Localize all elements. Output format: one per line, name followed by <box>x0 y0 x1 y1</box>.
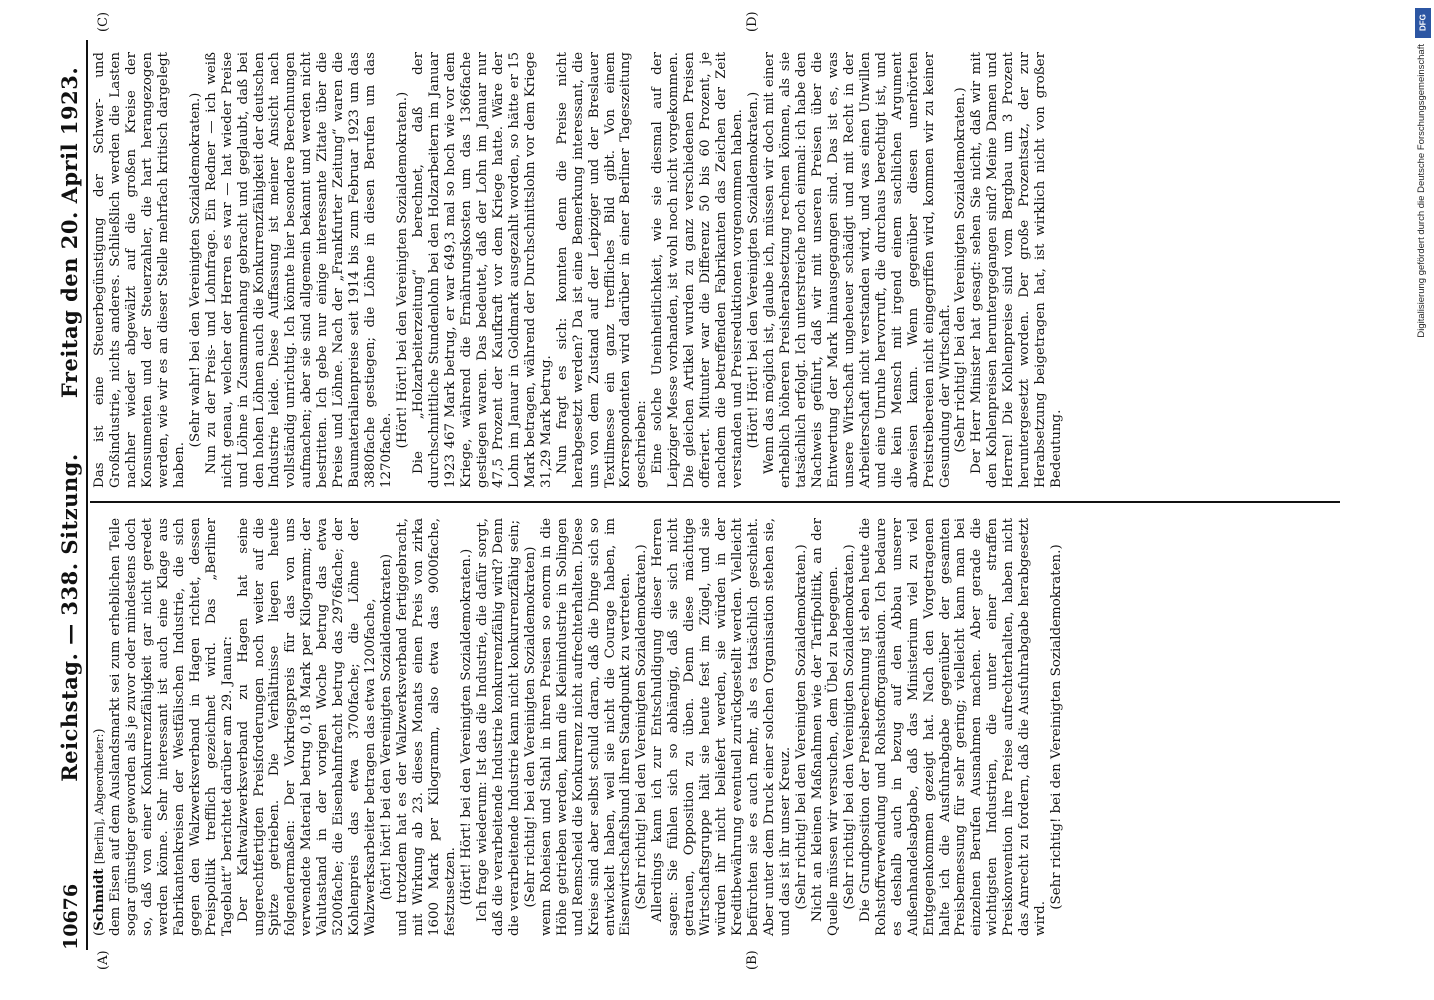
header-rule <box>86 40 88 950</box>
paragraph: Nun zu der Preis- und Lohnfrage. Ein Redner — ich weiß nicht genau, welcher der Herren es war — hat wieder Preise und Löhne in Zusammenhang gebracht und geglaubt, daß bei den hohen Löhnen auch die Konkurrenzfähigkeit der deutschen Industrie leide. Diese Auffassung ist meiner Ansicht nach vollständig unrichtig. Ich könnte hier besondere Berechnungen aufmachen; aber sie sind allgemein bekannt und werden nicht bestritten. Ich gebe nur einige interessante Zitate über die Preise und Löhne. Nach der „Frankfurter Zeitung“ waren die Baumaterialienpreise seit 1914 bis zum Februar 1923 um das 3880fache gestiegen; die Löhne in diesen Berufen um das 1270fache. <box>203 52 395 488</box>
margin-mark-a: (A) <box>96 950 111 970</box>
paragraph: wenn Roheisen und Stahl in ihren Preisen so enorm in die Höhe getrieben werden, kann die Kleinindustrie in Solingen und Remscheid die Konkurrenz nicht aufrechterhalten. Diese Kreise sind aber selbst schuld daran, daß die Dinge sich so entwickelt haben, weil sie nicht die Courage haben, im Eisenwirtschaftsbund ihren Standpunkt zu vertreten. <box>538 518 634 936</box>
interjection: (Hört! Hört! bei den Vereinigten Sozialdemokraten.) <box>458 548 474 906</box>
session-title: Reichstag. — 338. Sitzung. <box>57 453 82 782</box>
paragraph: Ich frage wiederum: Ist das die Industrie, die dafür sorgt, daß die verarbeitende Industrie konkurrenzfähig wird? Denn die verarbeitende Industrie kann nicht konkurrenzfähig sein; <box>474 518 522 936</box>
interjection: (Hört! Hört! bei den Vereinigten Sozialdemokraten.) <box>395 91 411 449</box>
quote-paragraph: Der Kaltwalzwerksverband zu Hagen hat seine ungerechtfertigten Preisforderungen noch weiter auf die Spitze getrieben. Die Verhältnisse liegen heute folgendermaßen: Der Vorkriegspreis für das von uns verwendete Material betrug 0,18 Mark per Kilogramm; der Valutastand in der vorigen Woche betrug das etwa 5200fache; die Eisenbahnfracht betrug das 2976fache; der Kohlenpreis das etwa 3700fache; die Löhne der Walzwerksarbeiter betragen das etwa 1200fache, <box>235 518 379 936</box>
paragraph: Das ist eine Steuerbegünstigung der Schwer- und Großindustrie, nichts anderes. Schließlich werden die Lasten nachher wieder abgewälzt auf die großen Kreise der Konsumenten und der Steuerzahler, die hart herangezogen werden, wie wir es an dieser Stelle mehrfach kritisch dargelegt haben. <box>92 52 187 488</box>
speaker-line: (Schmidt [Berlin], Abgeordneter:) <box>91 728 107 936</box>
interjection: (Sehr richtig! bei den Vereinigten Sozialdemokraten.) <box>1049 544 1065 910</box>
interjection: (Sehr richtig! bei den Vereinigten Sozialdemokraten.) <box>953 87 969 453</box>
page-header <box>36 40 82 950</box>
interjection: (Sehr richtig! bei den Vereinigten Sozialdemokraten.) <box>634 544 650 910</box>
digitization-sidebar <box>1412 0 1434 1000</box>
dfg-logo-icon: DFG <box>1415 8 1431 38</box>
paragraph: Nun fragt es sich: konnten denn die Preise nicht herabgesetzt werden? Da ist eine Bemerkung interessant, die uns von dem Zustand auf der Leipziger und der Breslauer Textilmesse ein ganz treffliches Bild gibt. Von einem Korrespondenten wird darüber in einer Berliner Tageszeitung geschrieben: <box>554 52 650 488</box>
quote-paragraph: und trotzdem hat es der Walzwerksverband fertiggebracht, mit Wirkung ab 23. dieses Monats einen Preis von zirka 1600 Mark per Kilogramm, also etwa das 9000fache, festzusetzen. <box>395 518 458 936</box>
paragraph: Der Herr Minister hat gesagt: sehen Sie nicht, daß wir mit den Kohlenpreisen heruntergegangen sind? Meine Damen und Herren! Die Kohlenpreise sind vom Bergbau um 3 Prozent heruntergesetzt worden. Der große Prozentsatz, der zur Herabsetzung beigetragen hat, ist wirklich nicht von großer Bedeutung. <box>969 52 1065 488</box>
interjection: (Sehr richtig! bei den Vereinigten Sozialdemokraten) <box>522 546 538 908</box>
interjection: (hört! hört! bei den Vereinigten Sozialdemokraten) <box>379 553 395 901</box>
paragraph: Die „Holzarbeiterzeitung“ berechnet, daß der durchschnittliche Stundenlohn bei den Holzarbeitern im Januar 1923 467 Mark betrug, er war 649,3 mal so hoch wie vor dem Kriege, während die Ernährungskosten um das 1366fache gestiegen waren. Das bedeutet, daß der Lohn im Januar nur 47,5 Prozent der Kaufkraft vor dem Kriege hatte. Wäre der Lohn im Januar in Goldmark ausgezahlt worden, so hätte er 15 Mark betragen, während der Durchschnittslohn vor dem Kriege 31,29 Mark betrug. <box>411 52 554 488</box>
margin-mark-b: (B) <box>745 950 760 970</box>
speaker-name: Schmidt <box>91 868 107 931</box>
speaker-role: [Berlin], Abgeordneter: <box>93 733 106 865</box>
paragraph: Wenn das möglich ist, glaube ich, müssen wir doch mit einer erheblich höheren Preisherabsetzung rechnen können, als sie tatsächlich erfolgt. Ich unterstreiche noch einmal: ich habe den Nachweis geführt, daß wir mit unseren Preisen über die Entwertung der Mark hinausgegangen sind. Das ist es, was unsere Wirtschaft ungeheuer schädigt und mit Recht in der Arbeiterschaft nicht verstanden wird, und was einen Unwillen und eine Unruhe hervorruft, die durchaus berechtigt ist, und die kein Mensch mit irgend einem sachlichen Argument abweisen kann. Wenn gegenüber diesen unerhörten Preistreibereien nicht eingegriffen wird, kommen wir zu keiner Gesundung der Wirtschaft. <box>762 52 953 488</box>
right-column <box>92 52 1065 488</box>
interjection: (Hört! Hört! bei den Vereinigten Sozialdemokraten.) <box>746 91 762 449</box>
paragraph: Allerdings kann ich zur Entschuldigung dieser Herren sagen: Sie fühlen sich so abhängig, daß sie sich nicht getrauen, Opposition zu üben. Denn diese mächtige Wirtschaftsgruppe hält sie heute fest im Zügel, und sie würden ihr nicht beliefert werden, sie würden in der Kreditbewährung eventuell zurückgestellt werden. Vielleicht befürchten sie es auch mehr, als es tatsächlich geschieht. Aber unter dem Druck einer solchen Organisation stehen sie, und das ist ihr unser Kreuz. <box>650 518 793 936</box>
interjection: (Sehr richtig! bei den Vereinigten Sozialdemokraten.) <box>793 544 809 910</box>
page-number: 10676 <box>60 883 82 950</box>
paragraph: Die Grundposition der Preisberechnung ist eben heute die Rohstoffverwendung und Rohstofforganisation. Ich bedaure es deshalb auch in bezug auf den Abbau unserer Außenhandelsabgabe, daß das Ministerium viel zu viel Entgegenkommen gezeigt hat. Nach den Vorgetragenen halte ich die Ausfuhrabgabe gegenüber der gesamten Preisbemessung für sehr gering; vielleicht kann man bei einzelnen Berufen Ausnahmen machen. Aber gerade die wichtigsten Industrien, die unter einer straffen Preiskonvention ihre Preise aufrechterhalten, haben nicht das Anrecht zu fordern, daß die Ausfuhrabgabe herabgesetzt wird. <box>857 518 1049 936</box>
quote-paragraph: Eine solche Uneinheitlichkeit, wie sie diesmal auf der Leipziger Messe vorhanden, ist wohl noch nicht vorgekommen. Die gleichen Artikel wurden zu ganz verschiedenen Preisen offeriert. Mitunter war die Differenz 50 bis 60 Prozent, je nachdem die betreffenden Fabrikanten das Zeichen der Zeit verstanden und Preisreduktionen vorgenommen haben. <box>650 52 746 488</box>
interjection: (Sehr richtig! bei den Vereinigten Sozialdemokraten.) <box>841 544 857 910</box>
session-date: Freitag den 20. April 1923. <box>57 66 82 399</box>
column-divider <box>90 501 1340 503</box>
margin-mark-c: (C) <box>96 11 111 32</box>
paragraph: dem Eisen auf dem Auslandsmarkt sei zum erheblichen Teile sogar günstiger geworden als je zuvor oder mindestens doch so, daß von einer Konkurrenzfähigkeit gar nicht geredet werden könne. Sehr interessant ist auch eine Klage aus Fabrikantenkreisen der Westfälischen Industrie, die sich gegen den Walzwerksverband in Hagen richtet, dessen Preispolitik trefflich gezeichnet wird. Das „Berliner Tageblatt“ berichtet darüber am 29. Januar: <box>107 518 235 936</box>
digitization-credit: Digitalisierung gefördert durch die Deutsche Forschungsgemeinschaft <box>1416 44 1427 338</box>
interjection: (Sehr wahr! bei den Vereinigten Sozialdemokraten.) <box>187 92 203 448</box>
left-column <box>92 518 1065 936</box>
paragraph: Nicht an kleinen Maßnahmen wie der Tarifpolitik, an der Quelle müssen wir versuchen, dem Übel zu begegnen. <box>809 518 841 936</box>
margin-mark-d: (D) <box>745 11 760 32</box>
